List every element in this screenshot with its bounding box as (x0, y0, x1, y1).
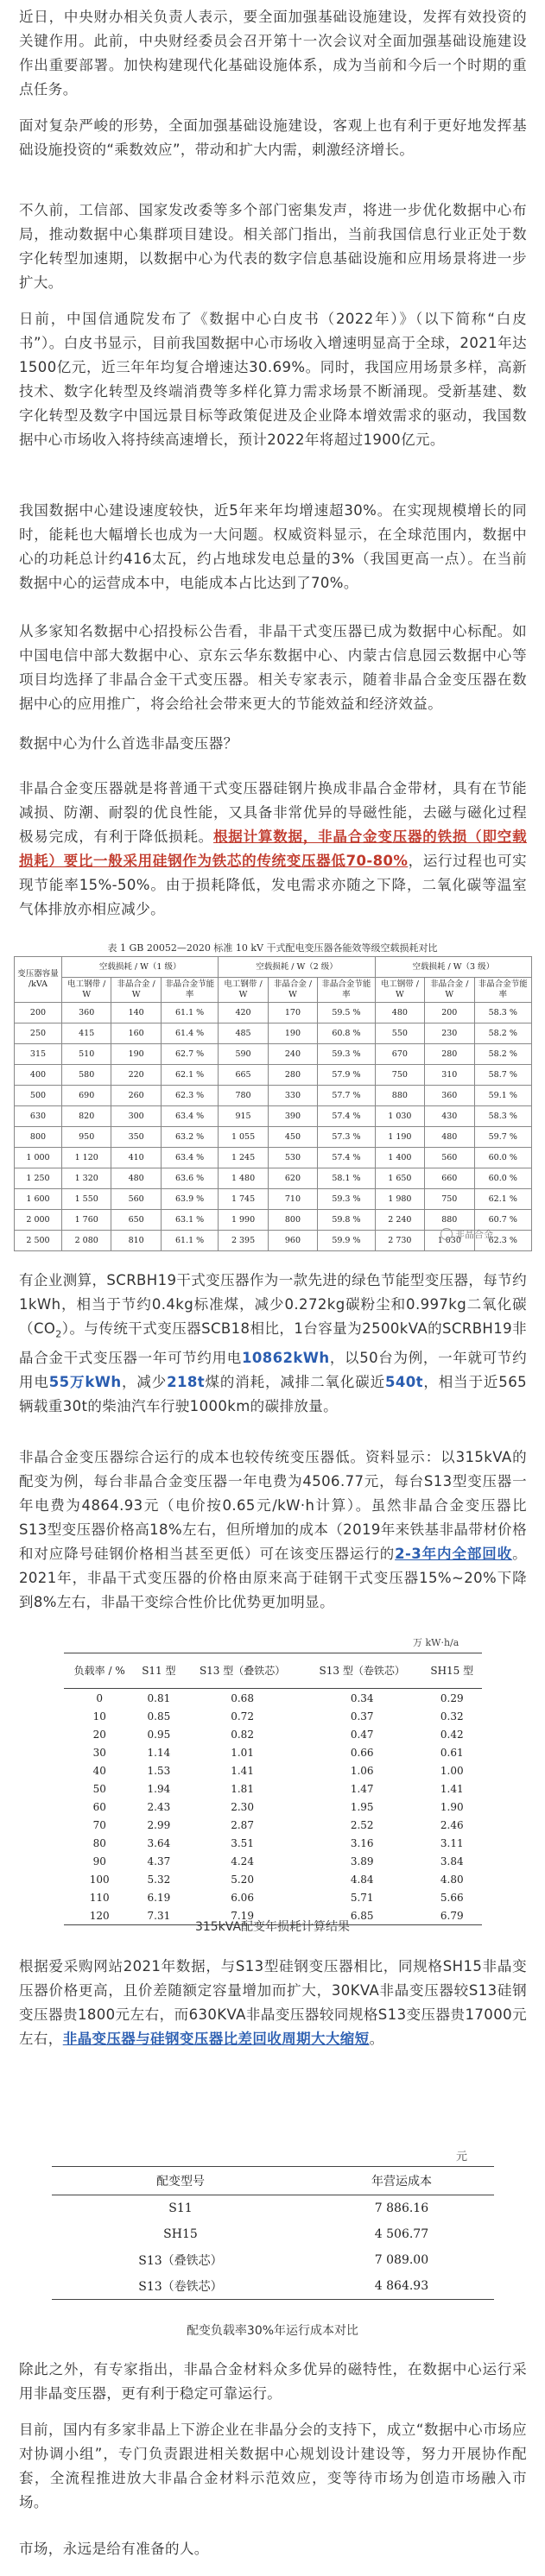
table-cell: 62.3 % (474, 1231, 532, 1251)
table-cell: 2.46 (440, 1818, 464, 1831)
table-cell: S13（叠铁芯） (138, 2254, 223, 2268)
table-cell: 170 (268, 1003, 317, 1023)
table-row (15, 1106, 532, 1127)
table-cell: 59.3 % (318, 1189, 375, 1210)
table-cell: 1.41 (440, 1782, 464, 1795)
table-cell: 1.06 (350, 1764, 374, 1777)
table-cell: 580 (62, 1065, 111, 1086)
paragraph-13: 除此之外，有专家指出，非晶合金材料众多优异的磁特性，在数据中心运行采用非晶变压器，更有利于稳定可靠运行。 (19, 2361, 527, 2402)
table-cell: 630 (15, 1106, 62, 1127)
table-cell: 190 (111, 1044, 161, 1065)
group-level3: 空载损耗 / W（3 级） (375, 957, 531, 978)
table-cell: 63.1 % (161, 1210, 218, 1231)
table-cell: 140 (111, 1003, 161, 1023)
column-header-4: SH15 型 (421, 1653, 482, 1689)
subheader-5: 非晶合金节能率 (318, 978, 375, 1003)
table-cell: 820 (62, 1106, 111, 1127)
table-cell: 810 (111, 1231, 161, 1251)
table-cell: 220 (111, 1065, 161, 1086)
table-cell: 0.29 (440, 1691, 464, 1704)
table-cell: 2 500 (15, 1231, 62, 1251)
paragraph-1: 近日，中央财办相关负责人表示，要全面加强基础设施建设，发挥有效投资的关键作用。此前，中央财经委员会召开第十一次会议对全面加强基础设施建设作出重要部署。加快构建现代化基础设施体系，成为当前和今后一个时期的重点任务。 (19, 9, 527, 98)
table-cell: 7 886.16 (374, 2201, 429, 2215)
table-cell: 350 (111, 1127, 161, 1148)
table-cell: 1 000 (15, 1148, 62, 1168)
table-cell: 61.1 % (161, 1003, 218, 1023)
table-cell: 58.3 % (474, 1106, 532, 1127)
table-cell: 300 (111, 1106, 161, 1127)
paragraph-14: 目前，国内有多家非晶上下游企业在非晶分会的支持下，成立“数据中心市场应对协调小组”，专门负责跟进相关数据中心规划设计建设等，努力开展协作配套，全流程推进放大非晶合金材料示范效应，变等待市场为创造市场融入市场。 (19, 2422, 527, 2510)
table-cell: 250 (15, 1023, 62, 1044)
subheader-1: 非晶合金 / W (111, 978, 161, 1003)
table-cell: 40 (92, 1764, 106, 1777)
table-cell: 1 480 (219, 1168, 268, 1189)
table-cell: 60.0 % (474, 1168, 532, 1189)
table-cell: 4.84 (350, 1873, 374, 1886)
table-cell: 1 030 (375, 1106, 424, 1127)
table-cell: 4.80 (440, 1873, 464, 1886)
table-cell: 915 (219, 1106, 268, 1127)
table-cell: SH15 (163, 2227, 198, 2241)
table-row (64, 1798, 482, 1816)
table-cell: 80 (92, 1836, 106, 1849)
table-cell: 4.37 (147, 1855, 171, 1867)
table-cell: 230 (425, 1023, 474, 1044)
table-cell: 50 (92, 1782, 106, 1795)
table-row (15, 1023, 532, 1044)
table-cell: 480 (111, 1168, 161, 1189)
table-cell: 200 (15, 1003, 62, 1023)
table-cell: 390 (268, 1106, 317, 1127)
table-row (64, 1852, 482, 1870)
table-cell: 240 (268, 1044, 317, 1065)
table-cell: 63.2 % (161, 1127, 218, 1148)
table-cell: 280 (268, 1065, 317, 1086)
table-cell: 480 (375, 1003, 424, 1023)
table-cell: 5.32 (147, 1873, 171, 1886)
table-cell: 560 (111, 1189, 161, 1210)
table-cell: 0.47 (350, 1728, 374, 1741)
table-cell: 0.95 (147, 1728, 171, 1741)
table-cell: 60.8 % (318, 1023, 375, 1044)
table-cell: 57.4 % (318, 1106, 375, 1127)
table-cell: 0.34 (350, 1691, 374, 1704)
table-cell: 63.6 % (161, 1168, 218, 1189)
table-cell: 1 030 (425, 1231, 474, 1251)
table-cell: 450 (268, 1127, 317, 1148)
table-cell: 58.3 % (474, 1003, 532, 1023)
column-header-0: 配变型号 (52, 2167, 309, 2195)
table-cell: 2.43 (147, 1800, 171, 1813)
p9-highlight-loss: 根据计算数据，非晶合金变压器的铁损（即空载损耗）要比一般采用硅钢作为铁芯的传统变压器低70-80% (19, 828, 527, 869)
table2-unit: 万 kW·h/a (413, 1637, 459, 1648)
table-cell: 7 089.00 (374, 2253, 429, 2267)
table-cell: 1.00 (440, 1764, 464, 1777)
table-cell: 3.51 (231, 1836, 254, 1849)
table-cell: 0.85 (147, 1710, 171, 1723)
table-cell: 63.9 % (161, 1189, 218, 1210)
table3-caption: 配变负载率30%年运行成本对比 (186, 2324, 359, 2338)
table-cell: 5.66 (440, 1891, 464, 1904)
paragraph-5: 我国数据中心建设速度较快，近5年来年均增速超30%。在实现规模增长的同时，能耗也大幅增长也成为一大问题。权威资料显示，在全球范围内，数据中心的功耗总计约416太瓦，约占地球发电总量的3%（我国更高一点）。在当前数据中心的运营成本中，电能成本占比达到了70%。 (19, 502, 527, 591)
table-cell: 1 980 (375, 1189, 424, 1210)
table-cell: 200 (425, 1003, 474, 1023)
table-cell: 1.81 (231, 1782, 254, 1795)
subheader-4: 非晶合金 / W (268, 978, 317, 1003)
table-cell: 1.94 (147, 1782, 171, 1795)
table-cell: 61.1 % (161, 1231, 218, 1251)
table-cell: 5.20 (231, 1873, 254, 1886)
table-cell: 430 (425, 1106, 474, 1127)
table-cell: 0.82 (231, 1728, 254, 1741)
table-cell: 70 (92, 1818, 106, 1831)
table-cell: 2 395 (219, 1231, 268, 1251)
table-cell: 650 (111, 1210, 161, 1231)
table-row (64, 1816, 482, 1834)
table-cell: 4.24 (231, 1855, 254, 1867)
table-cell: 1.14 (147, 1746, 171, 1759)
table-cell: 2 000 (15, 1210, 62, 1231)
paragraph-2: 面对复杂严峻的形势，全面加强基础设施建设，客观上也有利于更好地发挥基础设施投资的“乘数效应”，带动和扩大内需，刺激经济增长。 (19, 117, 527, 158)
table-row (15, 1148, 532, 1168)
table-cell: 1 055 (219, 1127, 268, 1148)
table-cell: 30 (92, 1746, 106, 1759)
table-cell: 3.84 (440, 1855, 464, 1867)
table-cell: 260 (111, 1086, 161, 1106)
section-question: 数据中心为什么首选非晶变压器？ (19, 735, 238, 752)
table-cell: 950 (62, 1127, 111, 1148)
table-cell: 1 650 (375, 1168, 424, 1189)
table-cell: 550 (375, 1023, 424, 1044)
table-cell: 800 (15, 1127, 62, 1148)
column-header-3: S13 型（卷铁芯） (302, 1653, 422, 1689)
subheader-0: 电工钢带 / W (62, 978, 111, 1003)
table-cell: 61.4 % (161, 1023, 218, 1044)
table-cell: 1.01 (231, 1746, 254, 1759)
table-cell: 620 (268, 1168, 317, 1189)
table-cell: 1 190 (375, 1127, 424, 1148)
table-cell: 2 080 (62, 1231, 111, 1251)
table-cell: 0.42 (440, 1728, 464, 1741)
p9-text-d: 。由于损耗降低，发电需求亦随之下降，二氧化碳等温室气体排放亦相应减少。 (19, 877, 528, 917)
table-cell: 1.95 (350, 1800, 374, 1813)
table-cell: 415 (62, 1023, 111, 1044)
table-cell: 57.9 % (318, 1065, 375, 1086)
paragraph-4: 日前，中国信通院发布了《数据中心白皮书（2022年）》（以下简称“白皮书”）。白皮书显示，目前我国数据中心市场收入增速明显高于全球，2021年达1500亿元，近三年年均复合增速达30.69%。同时，我国应用场景多样，高新技术、数字化转型及终端消费等多样化算力需求场景不断涌现。受新基建、数字化转型及数字中国远景目标等政策促进及企业降本增效需求的驱动，我国数据中心市场收入将持续高速增长，预计2022年将超过1900亿元。 (19, 311, 527, 448)
table-cell: 960 (268, 1231, 317, 1251)
table-cell: 315 (15, 1044, 62, 1065)
table3-unit: 元 (456, 2151, 468, 2163)
table-cell: 690 (62, 1086, 111, 1106)
table-cell: 100 (89, 1873, 110, 1886)
paragraph-9 (19, 777, 527, 922)
watermark: 非晶合金 (440, 1227, 493, 1241)
table-cell: 0.32 (440, 1710, 464, 1723)
table-cell: 4 506.77 (374, 2227, 429, 2241)
annual-loss-table (64, 1653, 482, 1925)
table-cell: 5.71 (350, 1891, 374, 1904)
table-cell: 1 320 (62, 1168, 111, 1189)
table-cell: 780 (219, 1086, 268, 1106)
subheader-8: 非晶合金节能率 (474, 978, 532, 1003)
table-row (15, 1044, 532, 1065)
table-cell: 90 (92, 1855, 106, 1867)
table-cell: 20 (92, 1728, 106, 1741)
table-row (64, 1834, 482, 1852)
table-cell: 420 (219, 1003, 268, 1023)
table-cell: 59.5 % (318, 1003, 375, 1023)
p9-text-a: 非晶合金变压器就是将普通干式变压器硅钢片换成非晶合金带材，具有在节能减损、防潮、耐裂的优良性能，又具备非常优异的导磁性能，去磁与磁化过程极易完成，有利于降低损耗。 (19, 780, 527, 845)
table-cell: 2 730 (375, 1231, 424, 1251)
co2-reduction: 540t (385, 1374, 423, 1391)
table-cell: 660 (425, 1168, 474, 1189)
group-level1: 空载损耗 / W（1 级） (62, 957, 219, 978)
table-cell: 0.68 (231, 1691, 254, 1704)
table-cell: 0.72 (231, 1710, 254, 1723)
table-cell: 1 120 (62, 1148, 111, 1168)
table-cell: 2.30 (231, 1800, 254, 1813)
column-header-2: S13 型（叠铁芯） (182, 1653, 302, 1689)
table-row (64, 1725, 482, 1743)
annual-saving-kwh: 10862kWh (241, 1350, 330, 1367)
table-cell: 7.19 (182, 1906, 302, 1925)
noload-loss-table (14, 956, 532, 1251)
table-cell: 2 240 (375, 1210, 424, 1231)
saving-50-units: 55万kWh (48, 1374, 122, 1391)
coal-saving: 218t (167, 1374, 206, 1391)
table-cell: 62.3 % (161, 1086, 218, 1106)
table-row (52, 2273, 494, 2300)
table-row (64, 1707, 482, 1725)
table-row (64, 1689, 482, 1708)
table-cell: 6.85 (302, 1906, 422, 1925)
table-cell: 190 (268, 1023, 317, 1044)
table-cell: 0.37 (350, 1710, 374, 1723)
table-cell: 800 (268, 1210, 317, 1231)
table-cell: 62.1 % (474, 1189, 532, 1210)
table-cell: 880 (425, 1210, 474, 1231)
table-cell: 60 (92, 1800, 106, 1813)
table-row (15, 1189, 532, 1210)
table-cell: 410 (111, 1148, 161, 1168)
table-cell: 0.66 (350, 1746, 374, 1759)
table-cell: 880 (375, 1086, 424, 1106)
table-cell: 1 245 (219, 1148, 268, 1168)
table-cell: 4 864.93 (309, 2273, 494, 2300)
table-cell: 670 (375, 1044, 424, 1065)
table-row (15, 1065, 532, 1086)
table-cell: 0.81 (147, 1691, 171, 1704)
table-cell: 1 990 (219, 1210, 268, 1231)
table-cell: 57.3 % (318, 1127, 375, 1148)
table-row (64, 1888, 482, 1906)
table-cell: 59.8 % (318, 1210, 375, 1231)
subheader-7: 非晶合金 / W (425, 978, 474, 1003)
table-cell: 60.0 % (474, 1148, 532, 1168)
table-cell: 1 745 (219, 1189, 268, 1210)
table-cell: 310 (425, 1065, 474, 1086)
table-cell: 3.16 (350, 1836, 374, 1849)
table-cell: 400 (15, 1065, 62, 1086)
table-cell: 62.1 % (161, 1065, 218, 1086)
table-cell: 330 (268, 1086, 317, 1106)
table-cell: 1.53 (147, 1764, 171, 1777)
subheader-6: 电工钢带 / W (375, 978, 424, 1003)
table-cell: 2.52 (350, 1818, 374, 1831)
table-row (64, 1761, 482, 1779)
column-header-1: S11 型 (135, 1653, 182, 1689)
column-header-1: 年营运成本 (309, 2167, 494, 2195)
table-cell: 530 (268, 1148, 317, 1168)
table-cell: 510 (62, 1044, 111, 1065)
table-cell: 58.2 % (474, 1023, 532, 1044)
table-cell: 57.4 % (318, 1148, 375, 1168)
table-cell: 1 600 (15, 1189, 62, 1210)
table-cell: 1 550 (62, 1189, 111, 1210)
table-cell: 1 400 (375, 1148, 424, 1168)
table-cell: 6.06 (231, 1891, 254, 1904)
table-row (15, 1127, 532, 1148)
table-row (64, 1870, 482, 1888)
table-row (52, 2195, 494, 2222)
table-row (64, 1779, 482, 1798)
table-cell: 3.64 (147, 1836, 171, 1849)
table-cell: 120 (64, 1906, 135, 1925)
table-cell: 1.47 (350, 1782, 374, 1795)
paragraph-12: 根据爱采购网站2021年数据，与S13型硅钢变压器相比，同规格SH15非晶变压器价格更高，且价差随额定容量增加而扩大，30KVA非晶变压器较S13硅钢变压器贵1800元左右，而630KVA非晶变压器较同规格S13变压器贵17000元左右，非晶变压器与硅钢变压器比差回收周期大大缩短。 (19, 1958, 527, 2047)
table-cell: 500 (15, 1086, 62, 1106)
table-row (52, 2247, 494, 2273)
table-cell: 60.7 % (474, 1210, 532, 1231)
table2-caption: 315kVA配变年损耗计算结果 (194, 1920, 351, 1934)
subheader-2: 非晶合金节能率 (161, 978, 218, 1003)
payback-period: 2-3年内全部回收 (395, 1546, 513, 1562)
paragraph-10: 有企业测算，SCRBH19干式变压器作为一款先进的绿色节能型变压器，每节约1kWh，相当于节约0.4kg标准煤，减少0.272kg碳粉尘和0.997kg二氧化碳$(CO_2)$。与传统干式变压器SCB18相比，1台容量为2500kVA的SCRBH19非晶合金干式变压器一年可节约用电10862kWh，以50台为例，一年就可节约用电55万kWh，减少218t煤的消耗，减排二氧化碳近540t，相当于近565辆载重30t的柴油汽车行驶1000km的碳排放量。 (19, 1272, 527, 1415)
table-cell: 360 (425, 1086, 474, 1106)
group-level2: 空载损耗 / W（2 级） (219, 957, 375, 978)
table-cell: 750 (375, 1065, 424, 1086)
table-cell: 110 (89, 1891, 110, 1904)
table-cell: 590 (219, 1044, 268, 1065)
table-cell: 62.7 % (161, 1044, 218, 1065)
column-header-0: 负载率 / % (64, 1653, 135, 1689)
table-cell: 3.89 (350, 1855, 374, 1867)
table-cell: 57.7 % (318, 1086, 375, 1106)
table-cell: S11 (168, 2201, 193, 2215)
table-cell: 0.61 (440, 1746, 464, 1759)
table-cell: 360 (62, 1003, 111, 1023)
table-cell: 6.19 (147, 1891, 171, 1904)
operating-cost-table (52, 2166, 494, 2300)
table-cell: 58.7 % (474, 1065, 532, 1086)
table-cell: 63.4 % (161, 1106, 218, 1127)
table-cell: 10 (92, 1710, 106, 1723)
table-cell: 1.90 (440, 1800, 464, 1813)
table-row (15, 1086, 532, 1106)
table1-title: 表 1 GB 20052—2020 标准 10 kV 干式配电变压器各能效等级空载损耗对比 (107, 942, 438, 954)
table-cell: 480 (425, 1127, 474, 1148)
table-cell: 1 250 (15, 1168, 62, 1189)
col-capacity: 变压器容量 /kVA (15, 957, 62, 1003)
paragraph-11: 非晶合金变压器综合运行的成本也较传统变压器低。资料显示：以315kVA的配变为例，每台非晶合金变压器一年电费为4506.77元，每台S13型变压器一年电费为4864.93元（电价按0.65元/kW·h计算）。虽然非晶合金变压器比S13型变压器价格高18%左右，但所增加的成本（2019年来铁基非晶带材价格和对应降号硅钢价格相当甚至更低）可在该变压器运行的2-3年内全部回收。2021年，非晶干式变压器的价格由原来高于硅钢干式变压器15%~20%下降到8%左右，非晶干变综合性价比优势更加明显。 (19, 1449, 527, 1610)
paragraph-3: 不久前，工信部、国家发改委等多个部门密集发声，将进一步优化数据中心布局，推动数据中心集群项目建设。相关部门指出，当前我国信息行业正处于数字化转型加速期，以数据中心为代表的数字信息基础设施和应用场景将进一步扩大。 (19, 202, 527, 291)
table-row (64, 1743, 482, 1761)
table-cell: 59.3 % (318, 1044, 375, 1065)
p9-text-c: ，运行过程也可实现节能率15%-50% (19, 853, 527, 893)
table-cell: 63.4 % (161, 1148, 218, 1168)
table-cell: S13（卷铁芯） (52, 2273, 309, 2300)
table-cell: 2.99 (147, 1818, 171, 1831)
table-cell: 280 (425, 1044, 474, 1065)
table-cell: 560 (425, 1148, 474, 1168)
table-cell: 750 (425, 1189, 474, 1210)
table-cell: 59.7 % (474, 1127, 532, 1148)
subheader-3: 电工钢带 / W (219, 978, 268, 1003)
table-cell: 665 (219, 1065, 268, 1086)
table-cell: 1.41 (231, 1764, 254, 1777)
table-cell: 58.2 % (474, 1044, 532, 1065)
table-cell: 2.87 (231, 1818, 254, 1831)
table-cell: 59.9 % (318, 1231, 375, 1251)
table-row (15, 1003, 532, 1023)
paragraph-7: 从多家知名数据中心招投标公告看，非晶干式变压器已成为数据中心标配。如中国电信中部大数据中心、京东云华东数据中心、内蒙古信息园云数据中心等项目均选择了非晶合金干式变压器。相关专家表示，随着非晶合金变压器在数据中心的应用推广，将会给社会带来更大的节能效益和经济效益。 (19, 623, 527, 712)
table-cell: 0 (96, 1691, 104, 1704)
table-cell: 485 (219, 1023, 268, 1044)
table-cell: 7.31 (135, 1906, 182, 1925)
table-cell: 710 (268, 1189, 317, 1210)
table-row (15, 1168, 532, 1189)
table-cell: 1 760 (62, 1210, 111, 1231)
table-row (52, 2221, 494, 2247)
table-cell: 58.1 % (318, 1168, 375, 1189)
payback-shorter: 非晶变压器与硅钢变压器比差回收周期大大缩短 (62, 2031, 370, 2047)
watermark-icon (440, 1228, 453, 1240)
paragraph-15: 市场，永远是给有准备的人。 (19, 2541, 209, 2557)
table-cell: 160 (111, 1023, 161, 1044)
table-cell: 6.79 (421, 1906, 482, 1925)
table-cell: 3.11 (440, 1836, 464, 1849)
table-cell: 59.1 % (474, 1086, 532, 1106)
